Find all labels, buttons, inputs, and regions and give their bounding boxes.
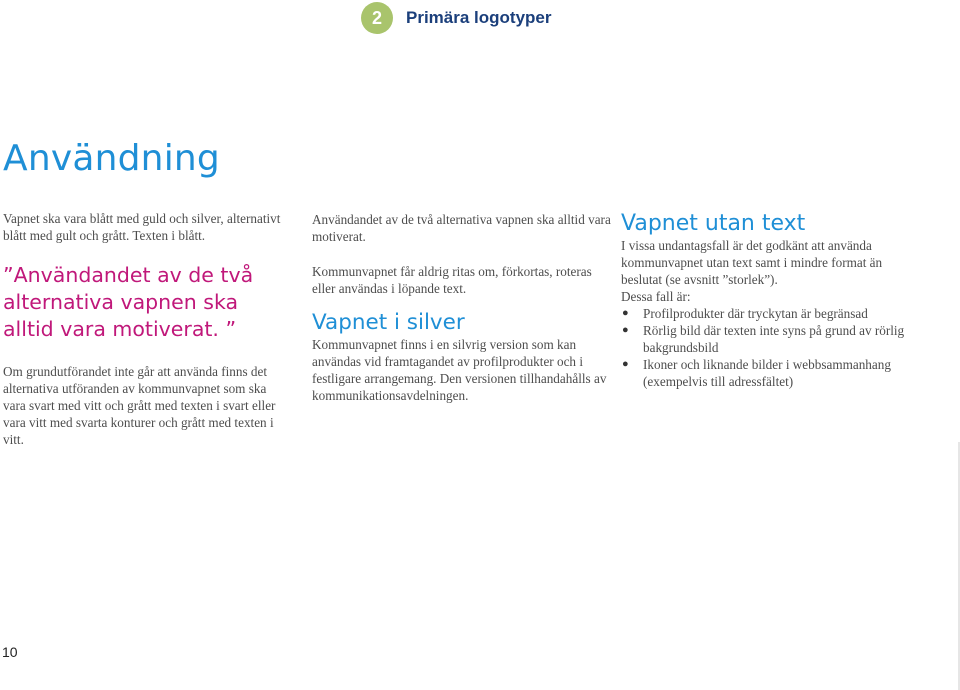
chapter-header	[361, 2, 552, 34]
column-left	[3, 210, 288, 448]
without-text-heading: Vapnet utan text	[621, 211, 806, 236]
chapter-number-badge: 2	[361, 2, 393, 34]
list-item	[621, 356, 921, 390]
column-right	[621, 211, 921, 390]
cases-list	[621, 305, 921, 390]
list-item	[621, 305, 921, 322]
motivation-paragraph: Användandet av de två alternativa vapnen ska alltid vara motiverat.	[312, 212, 611, 244]
page-title: Användning	[3, 138, 220, 179]
rules-paragraph: Kommunvapnet får aldrig ritas om, förkortas, roteras eller användas i löpande text.	[312, 264, 592, 296]
column-middle	[312, 211, 614, 404]
silver-paragraph: Kommunvapnet finns i en silvrig version som kan användas vid framtagandet av profilprodukter och i festligare arrangemang. Den versionen tillhandahålls av kommunikationsavdelningen.	[312, 337, 607, 403]
list-item	[621, 322, 921, 356]
bullet-icon: ●	[622, 307, 629, 319]
list-item-text: Profilprodukter där tryckytan är begränsad	[643, 306, 868, 321]
without-text-intro: I vissa undantagsfall är det godkänt att använda kommunvapnet utan text samt i mindre format än beslutat (se avsnitt ”storlek”).	[621, 238, 883, 287]
bullet-icon: ●	[622, 358, 629, 370]
chapter-title: Primära logotyper	[406, 8, 552, 27]
intro-paragraph: Vapnet ska vara blått med guld och silver, alternativt blått med gult och grått. Texten i blått.	[3, 211, 281, 243]
bullet-icon: ●	[622, 324, 629, 336]
list-item-text: Ikoner och liknande bilder i webbsammanhang (exempelvis till adressfältet)	[643, 357, 891, 389]
pull-quote: ”Användandet av de två alternativa vapnen ska alltid vara motiverat. ”	[3, 263, 254, 341]
list-item-text: Rörlig bild där texten inte syns på grund av rörlig bakgrundsbild	[643, 323, 905, 355]
page-number: 10	[2, 644, 18, 660]
cases-lead: Dessa fall är:	[621, 289, 691, 304]
silver-heading: Vapnet i silver	[312, 310, 465, 335]
alternative-versions-paragraph: Om grundutförandet inte går att använda finns det alternativa utföranden av kommunvapnet som ska vara svart med vitt och grått med texten i svart eller vara vitt med svarta konturer och grått med texten i vitt.	[3, 364, 276, 447]
